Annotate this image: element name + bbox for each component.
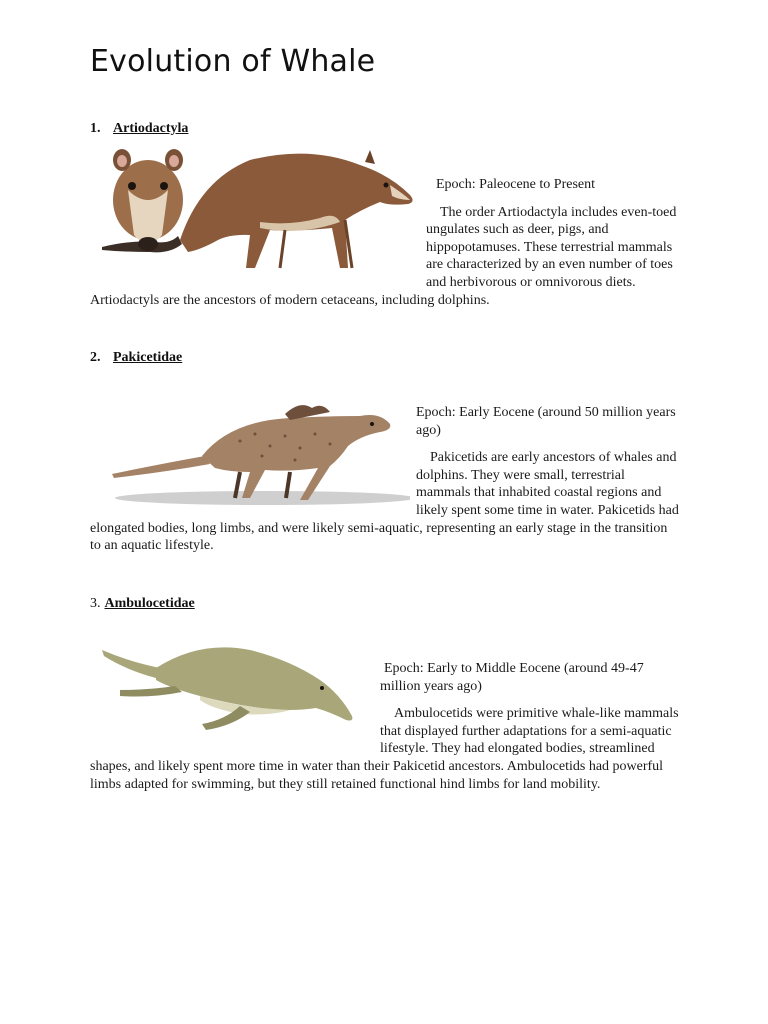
section-description: The order Artiodactyla includes even-toed ungulates such as deer, pigs, and hippopotamuses. These terrestrial mammals are characterized by an even number of toes and herbivorous or omnivorous diets. Artiodactyls are the ancestors of modern cetaceans, including dolphins. bbox=[90, 204, 677, 308]
section-heading-artiodactyla bbox=[90, 121, 188, 137]
section-number: 1. bbox=[90, 121, 101, 136]
section-heading-ambulocetidae bbox=[90, 596, 195, 612]
section-heading-pakicetidae bbox=[90, 350, 182, 366]
section-name: Artiodactyla bbox=[113, 121, 189, 136]
pakicetidae-image bbox=[90, 386, 410, 510]
section-epoch: Epoch: Early Eocene (around 50 million years ago) bbox=[416, 405, 676, 438]
section-pakicetidae bbox=[90, 386, 680, 555]
section-description: Pakicetids are early ancestors of whales and dolphins. They were small, terrestrial mammals that inhabited coastal regions and likely spent some time in water. Pakicetids had elongated bodies, long limbs, and were likely semi-aquatic, representing an early stage in the transition to an aquatic lifestyle. bbox=[90, 450, 679, 554]
ambulocetidae-image bbox=[90, 620, 374, 744]
section-epoch: Epoch: Paleocene to Present bbox=[436, 177, 596, 192]
section-epoch: Epoch: Early to Middle Eocene (around 49-47 million years ago) bbox=[380, 661, 644, 694]
section-number: 3. bbox=[90, 596, 101, 611]
section-name: Ambulocetidae bbox=[104, 596, 195, 611]
page-title: Evolution of Whale bbox=[90, 44, 376, 79]
section-name: Pakicetidae bbox=[113, 350, 183, 365]
ambulocetidae-illustration bbox=[90, 620, 374, 744]
artiodactyla-illustration bbox=[90, 140, 420, 274]
section-number: 2. bbox=[90, 350, 101, 365]
section-description: Ambulocetids were primitive whale-like mammals that displayed further adaptations for a semi-aquatic lifestyle. They had elongated bodies, streamlined shapes, and likely spent more time in water than their Pakicetid ancestors. Ambulocetids had powerful limbs adapted for swimming, but they still retained functional hind limbs for land mobility. bbox=[90, 706, 679, 792]
artiodactyla-image bbox=[90, 140, 420, 274]
section-artiodactyla bbox=[90, 140, 680, 309]
pakicetidae-illustration bbox=[90, 386, 410, 510]
section-ambulocetidae bbox=[90, 620, 680, 793]
